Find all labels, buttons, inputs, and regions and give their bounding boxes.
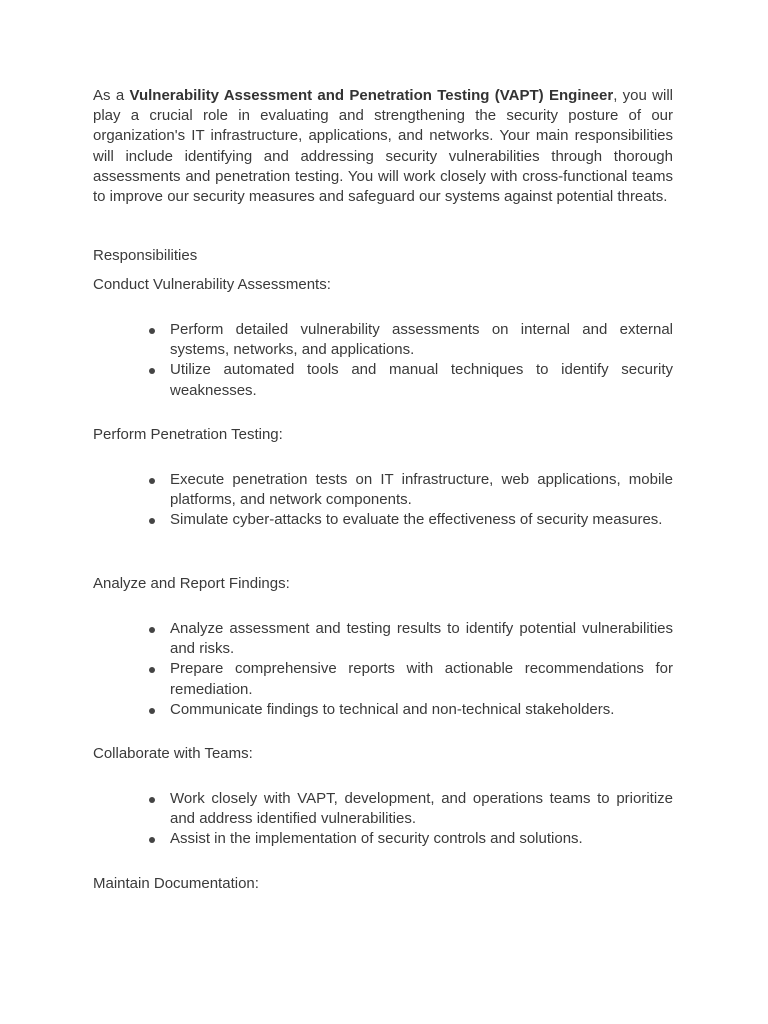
bullet-icon [149, 478, 155, 484]
bullet-icon [149, 518, 155, 524]
section-heading-vulnerability-assessments: Conduct Vulnerability Assessments: [93, 276, 331, 293]
intro-body: , you will play a crucial role in evaluating and strengthening the security posture of our organization's IT infrastructure, applications, and networks. Your main responsibilities will include identifying and addressing security vulnerabilities through thorough assessments and penetration testing. You will work closely with cross-functional teams to improve our security measures and safeguard our systems against potential threats. [93, 87, 674, 206]
list-item-text: Prepare comprehensive reports with actionable recommendations for remediation. [170, 660, 673, 698]
section-heading-penetration-testing: Perform Penetration Testing: [93, 426, 283, 443]
list-item [170, 659, 673, 699]
list-item-text: Assist in the implementation of security controls and solutions. [170, 830, 583, 848]
list-item-text: Perform detailed vulnerability assessments on internal and external systems, networks, and applications. [170, 321, 673, 359]
job-title: Vulnerability Assessment and Penetration Testing (VAPT) Engineer [129, 87, 614, 104]
list-item [170, 700, 673, 720]
list-item-text: Work closely with VAPT, development, and operations teams to prioritize and address identified vulnerabilities. [170, 790, 673, 828]
list-item [170, 829, 673, 849]
list-item [170, 789, 673, 829]
bullet-icon [149, 627, 155, 633]
bullet-icon [149, 797, 155, 803]
bullet-icon [149, 328, 155, 334]
section-heading-collaborate: Collaborate with Teams: [93, 745, 253, 762]
list-item-text: Simulate cyber-attacks to evaluate the effectiveness of security measures. [170, 511, 663, 529]
bullet-icon [149, 368, 155, 374]
intro-prefix: As a [93, 87, 130, 104]
bullet-icon [149, 837, 155, 843]
list-item-text: Communicate findings to technical and non-technical stakeholders. [170, 700, 615, 718]
intro-paragraph [93, 86, 673, 207]
list-item-text: Analyze assessment and testing results to identify potential vulnerabilities and risks. [170, 620, 673, 658]
list-item [170, 360, 673, 400]
list-item [170, 619, 673, 659]
list-item [170, 510, 673, 530]
document-page [93, 86, 674, 892]
list-item [170, 320, 673, 360]
section-heading-documentation: Maintain Documentation: [93, 875, 259, 892]
bullet-list-vulnerability-assessments [170, 320, 673, 401]
bullet-list-collaborate [170, 789, 673, 850]
bullet-list-penetration-testing [170, 470, 673, 531]
section-heading-analyze-report: Analyze and Report Findings: [93, 575, 290, 592]
responsibilities-heading: Responsibilities [93, 247, 198, 264]
list-item-text: Execute penetration tests on IT infrastructure, web applications, mobile platforms, and network components. [170, 471, 673, 509]
bullet-icon [149, 667, 155, 673]
bullet-list-analyze-report [170, 619, 673, 720]
bullet-icon [149, 708, 155, 714]
list-item-text: Utilize automated tools and manual techniques to identify security weaknesses. [170, 361, 673, 399]
list-item [170, 470, 673, 510]
